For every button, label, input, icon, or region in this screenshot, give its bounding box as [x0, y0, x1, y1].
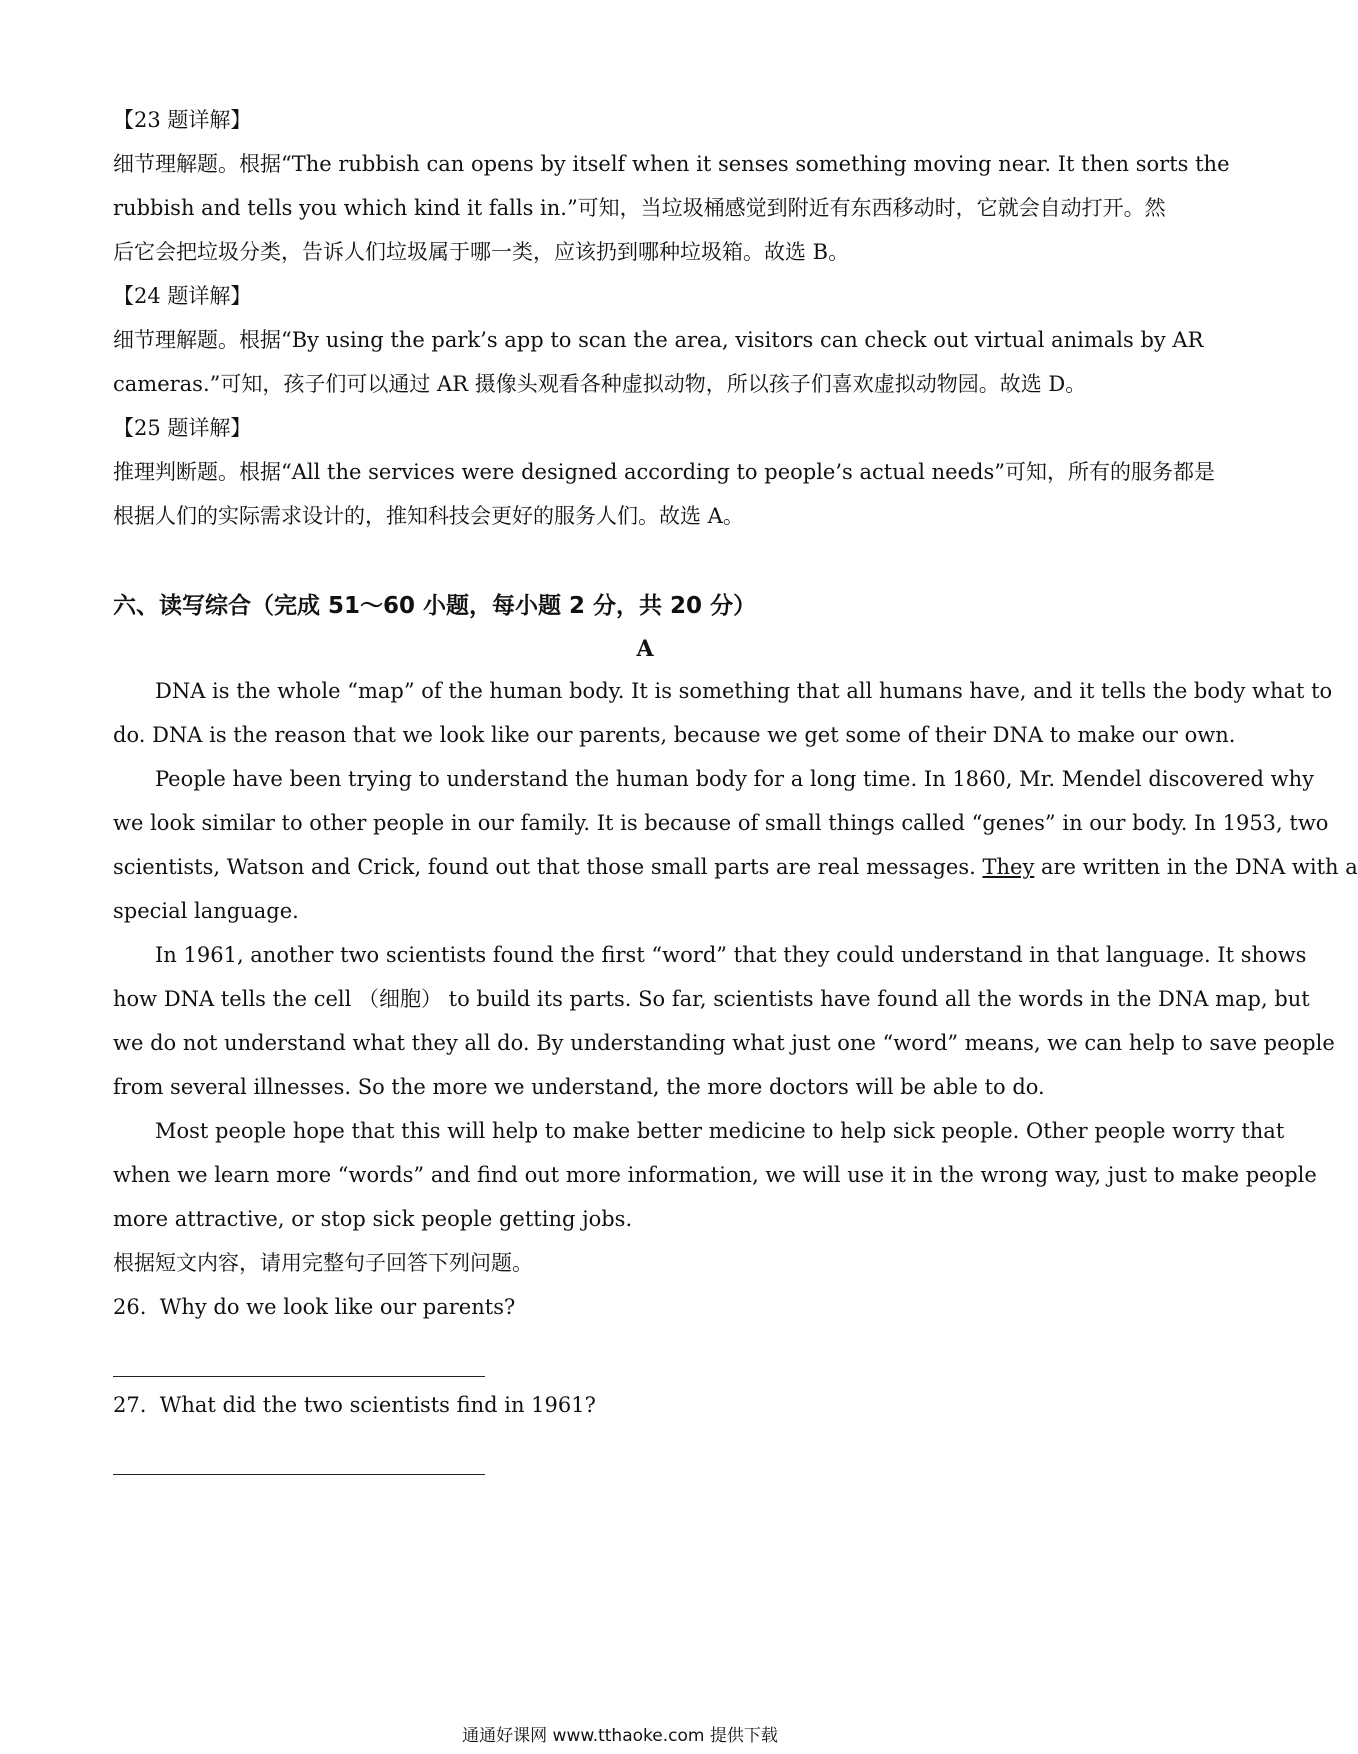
passage-p1-line-2: do. DNA is the reason that we look like our parents, because we get some of their DNA to make our own. — [113, 723, 1236, 747]
q24-heading: 【24 题详解】 — [113, 284, 252, 308]
passage-p2-line-3-end: are written in the DNA with a — [1034, 855, 1358, 879]
question-27-number: 27. — [113, 1393, 147, 1417]
q25-line-2: 根据人们的实际需求设计的，推知科技会更好的服务人们。故选 A。 — [113, 504, 744, 528]
underlined-word-they: They — [982, 855, 1035, 879]
question-26 — [113, 1292, 1133, 1322]
q23-line-3: 后它会把垃圾分类，告诉人们垃圾属于哪一类，应该扔到哪种垃圾箱。故选 B。 — [113, 240, 850, 264]
passage-p3-line-3: we do not understand what they all do. By understanding what just one “word” means, we can help to save people — [113, 1031, 1335, 1055]
passage-p4-line-2: when we learn more “words” and find out more information, we will use it in the wrong way, just to make people — [113, 1163, 1317, 1187]
section-title: 六、读写综合（完成 51～60 小题，每小题 2 分，共 20 分） — [113, 593, 757, 619]
answer-line-27 — [113, 1474, 485, 1475]
question-27 — [113, 1390, 1133, 1420]
passage-p2-line-2: we look similar to other people in our family. It is because of small things called “genes” in our body. In 1953, two — [113, 811, 1329, 835]
question-26-number: 26. — [113, 1295, 147, 1319]
passage-p3-line-4: from several illnesses. So the more we understand, the more doctors will be able to do. — [113, 1075, 1045, 1099]
q23-line-2: rubbish and tells you which kind it falls in.”可知，当垃圾桶感觉到附近有东西移动时，它就会自动打开。然 — [113, 196, 1166, 220]
passage-p2-line-1: People have been trying to understand the human body for a long time. In 1860, Mr. Mendel discovered why — [155, 767, 1314, 791]
passage-p2-line-4: special language. — [113, 899, 299, 923]
q23-heading: 【23 题详解】 — [113, 108, 252, 132]
passage-p1-line-1: DNA is the whole “map” of the human body. It is something that all humans have, and it tells the body what to — [155, 679, 1333, 703]
passage-p4-line-3: more attractive, or stop sick people getting jobs. — [113, 1207, 633, 1231]
answer-line-26 — [113, 1376, 485, 1377]
passage-p3-line-2: how DNA tells the cell （细胞） to build its parts. So far, scientists have found all the words in the DNA map, but — [113, 987, 1310, 1011]
q24-line-2: cameras.”可知，孩子们可以通过 AR 摄像头观看各种虚拟动物，所以孩子们喜欢虚拟动物园。故选 D。 — [113, 372, 1087, 396]
passage-p2-line-3 — [113, 852, 1358, 882]
question-27-text: What did the two scientists find in 1961? — [159, 1393, 596, 1417]
q25-heading: 【25 题详解】 — [113, 416, 252, 440]
q23-line-1: 细节理解题。根据“The rubbish can opens by itself when it senses something moving near. It then sorts the — [113, 152, 1230, 176]
q24-line-1: 细节理解题。根据“By using the park’s app to scan the area, visitors can check out virtual animals by AR — [113, 328, 1204, 352]
passage-p3-line-1: In 1961, another two scientists found the first “word” that they could understand in that language. It shows — [155, 943, 1307, 967]
question-26-text: Why do we look like our parents? — [159, 1295, 516, 1319]
passage-p2-line-3-start: scientists, Watson and Crick, found out that those small parts are real messages. — [113, 855, 983, 879]
passage-p4-line-1: Most people hope that this will help to make better medicine to help sick people. Other people worry that — [155, 1119, 1285, 1143]
page-footer: 通通好课网 www.tthaoke.com 提供下载 — [462, 1726, 778, 1746]
passage-letter: A — [636, 636, 654, 662]
instruction-text: 根据短文内容，请用完整句子回答下列问题。 — [113, 1251, 533, 1275]
q25-line-1: 推理判断题。根据“All the services were designed according to people’s actual needs”可知，所有的服务都是 — [113, 460, 1215, 484]
